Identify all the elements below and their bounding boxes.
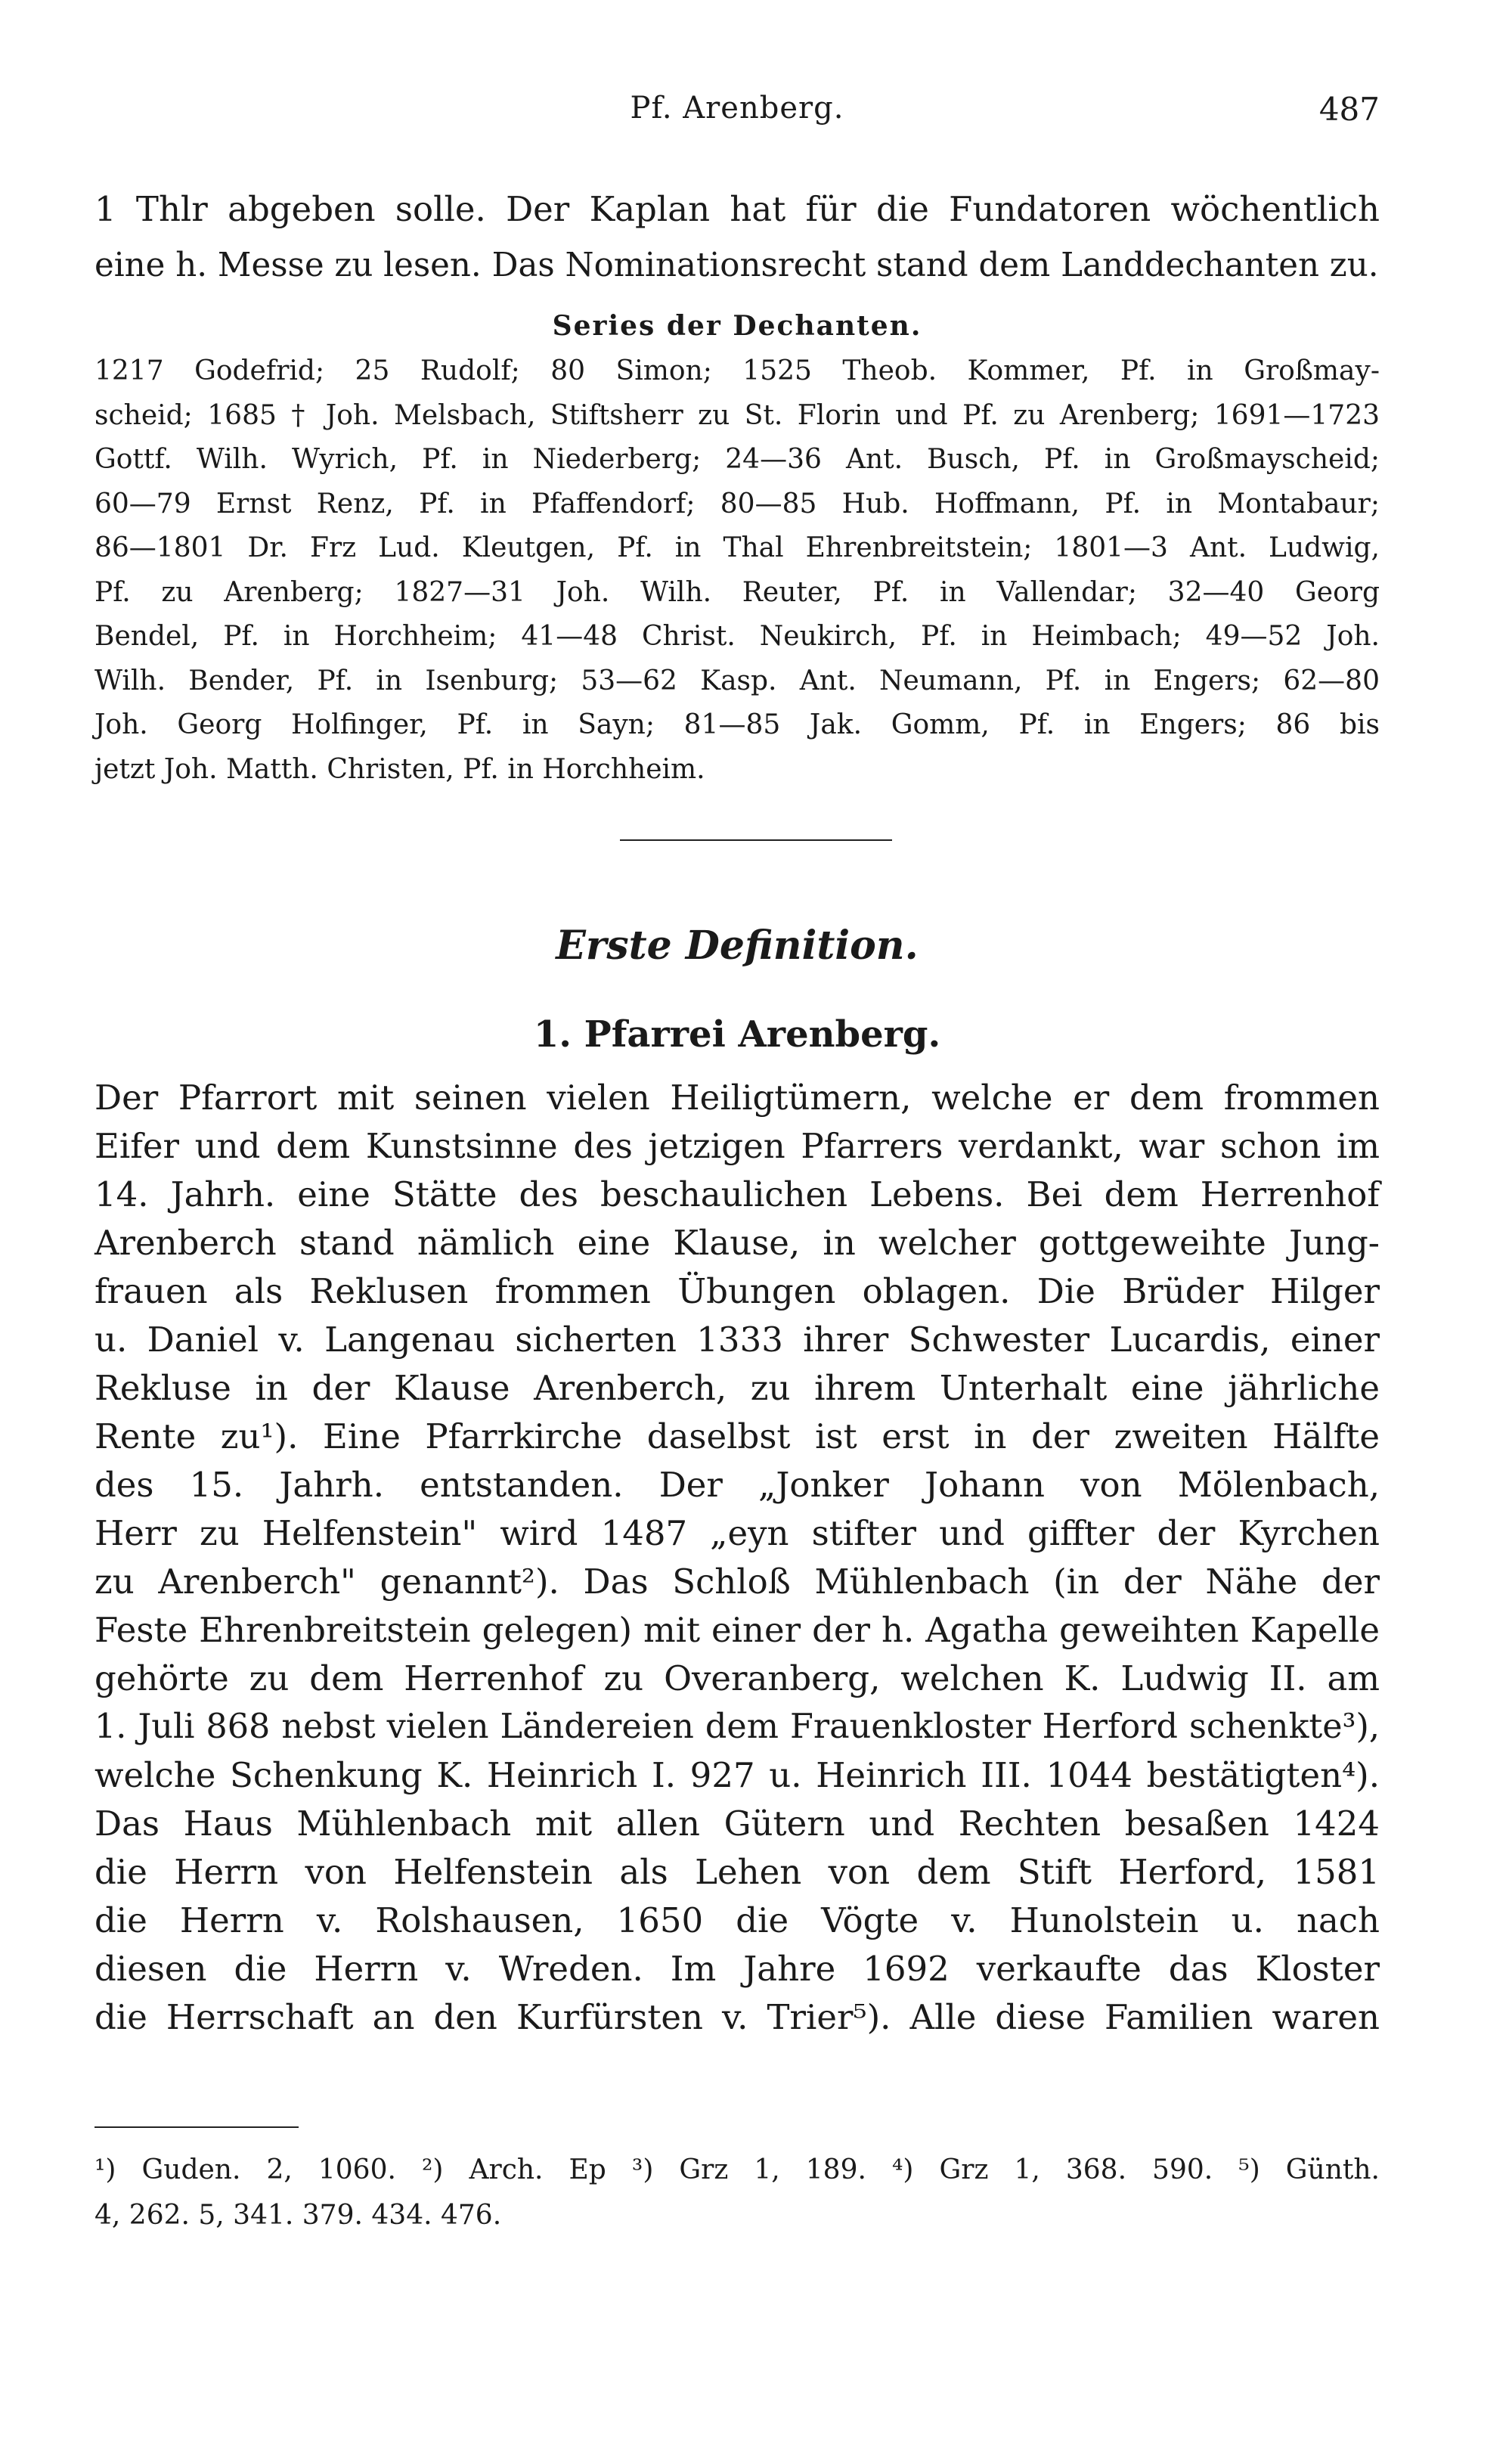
text-line: 86—1801 Dr. Frz Lud. Kleutgen, Pf. in Thal Ehrenbreitstein; 1801—3 Ant. Ludwig, — [94, 532, 1380, 563]
intro-paragraph — [94, 181, 1380, 293]
text-line: frauen als Reklusen frommen Übungen oblagen. Die Brüder Hilger — [94, 1271, 1380, 1311]
text-line: Pf. zu Arenberg; 1827—31 Joh. Wilh. Reuter, Pf. in Vallendar; 32—40 Georg — [94, 576, 1380, 608]
text-line: Eifer und dem Kunstsinne des jetzigen Pfarrers verdankt, war schon im — [94, 1126, 1380, 1166]
text-line: jetzt Joh. Matth. Christen, Pf. in Horchheim. — [94, 753, 705, 785]
footnote-line: ¹) Guden. 2, 1060. ²) Arch. Ep ³) Grz 1, 189. ⁴) Grz 1, 368. 590. ⁵) Günth. — [94, 2154, 1380, 2185]
text-line: zu Arenberch" genannt²). Das Schloß Mühlenbach (in der Nähe der — [94, 1562, 1380, 1602]
footnote-divider — [94, 2126, 299, 2128]
text-line: Arenberch stand nämlich eine Klause, in welcher gottgeweihte Jung- — [94, 1223, 1380, 1263]
text-line: Gottf. Wilh. Wyrich, Pf. in Niederberg; 24—36 Ant. Busch, Pf. in Großmayscheid; — [94, 444, 1380, 475]
text-line: Joh. Georg Holfinger, Pf. in Sayn; 81—85 Jak. Gomm, Pf. in Engers; 86 bis — [94, 709, 1380, 740]
text-line: scheid; 1685 † Joh. Melsbach, Stiftsherr zu St. Florin und Pf. zu Arenberg; 1691—1723 — [94, 399, 1380, 431]
chapter-title: Erste Definition. — [556, 923, 919, 969]
text-line: 60—79 Ernst Renz, Pf. in Pfaffendorf; 80—85 Hub. Hoffmann, Pf. in Montabaur; — [94, 488, 1380, 520]
footnotes — [94, 2148, 1380, 2238]
section-divider — [620, 839, 892, 841]
running-head — [94, 91, 1380, 136]
running-head-title: Pf. Arenberg. — [630, 91, 844, 126]
series-list — [94, 349, 1380, 792]
text-line: Wilh. Bender, Pf. in Isenburg; 53—62 Kasp. Ant. Neumann, Pf. in Engers; 62—80 — [94, 665, 1380, 696]
text-line: diesen die Herrn v. Wreden. Im Jahre 1692 verkaufte das Kloster — [94, 1949, 1380, 1989]
footnote-line: 4, 262. 5, 341. 379. 434. 476. — [94, 2200, 502, 2231]
text-line: eine h. Messe zu lesen. Das Nominationsrecht stand dem Landdechanten zu. — [94, 247, 1379, 284]
text-line: des 15. Jahrh. entstanden. Der „Jonker Johann von Mölenbach, — [94, 1465, 1380, 1505]
text-line: welche Schenkung K. Heinrich I. 927 u. Heinrich III. 1044 bestätigten⁴). — [94, 1755, 1380, 1795]
page-number: 487 — [1318, 91, 1380, 128]
text-line: Bendel, Pf. in Horchheim; 41—48 Christ. Neukirch, Pf. in Heimbach; 49—52 Joh. — [94, 621, 1380, 652]
text-line: 14. Jahrh. eine Stätte des beschaulichen Lebens. Bei dem Herrenhof — [94, 1174, 1380, 1214]
section-title: 1. Pfarrei Arenberg. — [533, 1013, 941, 1056]
text-line: Feste Ehrenbreitstein gelegen) mit einer der h. Agatha geweihten Kapelle — [94, 1610, 1380, 1650]
text-line: Das Haus Mühlenbach mit allen Gütern und Rechten besaßen 1424 — [94, 1804, 1380, 1844]
text-line: die Herrn v. Rolshausen, 1650 die Vögte v. Hunolstein u. nach — [94, 1900, 1380, 1940]
text-line: Der Pfarrort mit seinen vielen Heiligtümern, welche er dem frommen — [94, 1078, 1380, 1118]
text-line: Rekluse in der Klause Arenberch, zu ihrem Unterhalt eine jährliche — [94, 1368, 1380, 1408]
text-line: Herr zu Helfenstein" wird 1487 „eyn stifter und giffter der Kyrchen — [94, 1513, 1380, 1553]
text-line: 1217 Godefrid; 25 Rudolf; 80 Simon; 1525 Theob. Kommer, Pf. in Großmay- — [94, 355, 1380, 386]
text-line: 1 Thlr abgeben solle. Der Kaplan hat für die Fundatoren wöchentlich — [94, 189, 1380, 229]
text-line: die Herrn von Helfenstein als Lehen von dem Stift Herford, 1581 — [94, 1852, 1380, 1892]
text-line: 1. Juli 868 nebst vielen Ländereien dem Frauenkloster Herford schenkte³), — [94, 1707, 1380, 1746]
text-line: u. Daniel v. Langenau sicherten 1333 ihrer Schwester Lucardis, einer — [94, 1320, 1380, 1360]
text-line: die Herrschaft an den Kurfürsten v. Trier⁵). Alle diese Familien waren — [94, 1997, 1380, 2037]
series-heading: Series der Dechanten. — [552, 310, 922, 342]
text-line: gehörte zu dem Herrenhof zu Overanberg, welchen K. Ludwig II. am — [94, 1658, 1380, 1698]
body-paragraph — [94, 1074, 1380, 2042]
text-line: Rente zu¹). Eine Pfarrkirche daselbst ist erst in der zweiten Hälfte — [94, 1416, 1380, 1456]
